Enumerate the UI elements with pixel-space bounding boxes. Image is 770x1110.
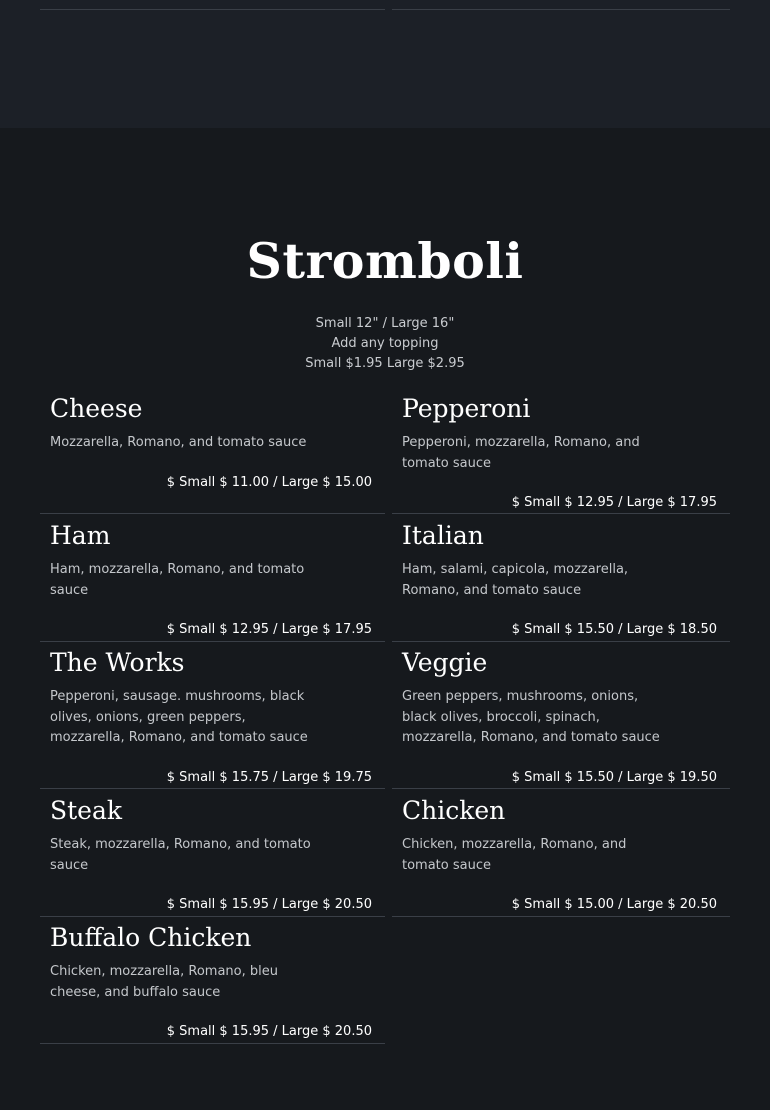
item-name: The Works [50,648,185,677]
item-name: Cheese [50,394,143,423]
item-name: Italian [402,521,484,550]
item-description: Steak, mozzarella, Romano, and tomato sauce [50,837,311,873]
item-name: Steak [50,796,123,825]
item-price: $ Small $ 12.95 / Large $ 17.95 [511,495,717,510]
item-description: Green peppers, mushrooms, onions, black olives, broccoli, spinach, mozzarella, Romano, and tomato sauce [402,689,660,745]
menu-item-buffalo-chicken [40,923,385,1044]
item-name: Pepperoni [402,394,531,423]
item-price: $ Small $ 15.75 / Large $ 19.75 [166,770,372,785]
item-description: Chicken, mozzarella, Romano, and tomato sauce [402,837,627,873]
stromboli-section [0,128,770,1110]
menu-item-steak [40,796,385,917]
item-name: Buffalo Chicken [50,923,252,952]
menu-item-italian [392,521,730,642]
item-name: Chicken [402,796,506,825]
section-intro [0,314,770,374]
intro-line: Small 12" / Large 16" [315,316,455,331]
item-description: Pepperoni, mozzarella, Romano, and tomato sauce [402,435,640,471]
item-price: $ Small $ 12.95 / Large $ 17.95 [166,622,372,637]
item-name: Veggie [402,648,488,677]
item-description: Mozzarella, Romano, and tomato sauce [50,435,307,450]
menu-item-veggie [392,648,730,789]
item-price: $ Small $ 15.95 / Large $ 20.50 [166,1024,372,1039]
item-description: Ham, salami, capicola, mozzarella, Romano, and tomato sauce [402,562,629,598]
item-price: $ Small $ 15.00 / Large $ 20.50 [511,897,717,912]
intro-line: Add any topping [331,336,439,351]
divider [392,9,730,10]
previous-section-footer [0,0,770,128]
divider [40,9,385,10]
menu-item-ham [40,521,385,642]
item-price: $ Small $ 15.50 / Large $ 19.50 [511,770,717,785]
section-title: Stromboli [246,232,524,290]
item-price: $ Small $ 15.95 / Large $ 20.50 [166,897,372,912]
item-description: Pepperoni, sausage. mushrooms, black olives, onions, green peppers, mozzarella, Romano, and tomato sauce [50,689,308,745]
menu-item-pepperoni [392,394,730,514]
item-price: $ Small $ 15.50 / Large $ 18.50 [511,622,717,637]
item-price: $ Small $ 11.00 / Large $ 15.00 [166,475,372,490]
menu-item-cheese [40,394,385,514]
menu-item-chicken [392,796,730,917]
item-name: Ham [50,521,111,550]
item-description: Ham, mozzarella, Romano, and tomato sauce [50,562,305,598]
intro-line: Small $1.95 Large $2.95 [305,356,465,371]
item-description: Chicken, mozzarella, Romano, bleu cheese, and buffalo sauce [50,964,278,1000]
menu-item-the-works [40,648,385,789]
